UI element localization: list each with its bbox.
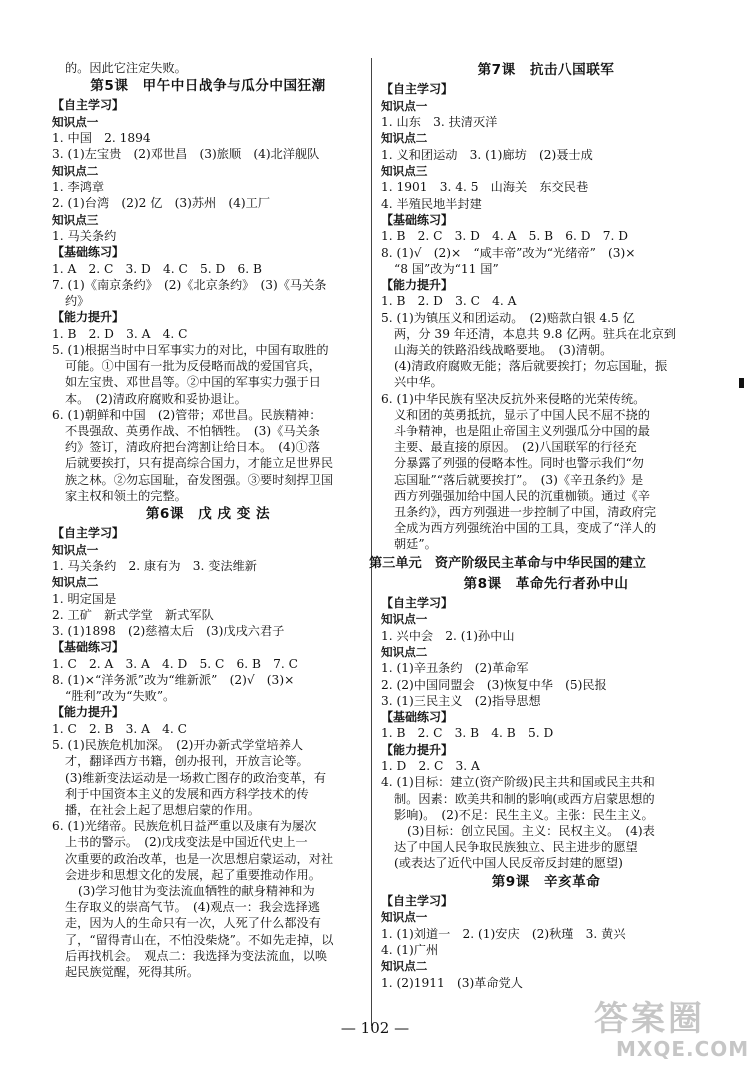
section-zizhu: 【自主学习】	[52, 526, 125, 541]
answer-line: 5. (1)民族危机加深。 (2)开办新式学堂培养人	[52, 738, 304, 753]
answer-line: 走，因为人的生命只有一次，人死了什么都没有	[65, 916, 321, 931]
answer-line: 8. (1)√ (2)× “咸丰帝”改为“光绪帝” (3)×	[381, 245, 636, 260]
answer-line: 播，在社会上起了思想启蒙的作用。	[65, 803, 260, 817]
answer-line: (3)学习他甘为变法流血牺牲的献身精神和为	[78, 884, 315, 899]
answer-line: 3. (1)1898 (2)慈禧太后 (3)戊戌六君子	[52, 624, 285, 639]
section-nengli: 【能力提升】	[52, 310, 125, 325]
answer-line: “胜利”改为“失败”。	[65, 689, 176, 704]
answer-line: 1. (1)辛丑条约 (2)革命军	[381, 661, 529, 676]
answer-line: 生存取义的崇高气节。 (4)观点一：我会选择逃	[65, 900, 320, 915]
knowledge-point-1: 知识点一	[52, 114, 99, 129]
answer-line: 1. 山东 3. 扶清灭洋	[381, 115, 498, 129]
intro-line: 的。因此它注定失败。	[65, 61, 187, 75]
answer-line: 1. 李鸿章	[52, 180, 105, 195]
answer-line: 如左宝贵、邓世昌等。②中国的军事实力强于日	[65, 375, 321, 390]
answer-line: 影响)。 (2)不足：民生主义。主张：民生主义。	[394, 807, 654, 822]
answer-line: 会进步和思想文化的发展，起了重要推动作用。	[65, 867, 321, 882]
answer-line: 2. (1)台湾 (2)2 亿 (3)苏州 (4)工厂	[52, 196, 271, 211]
knowledge-point-1: 知识点一	[381, 98, 428, 113]
answer-line: (3)目标：创立民国。主义：民权主义。 (4)表	[407, 824, 655, 838]
answer-line: 1. B 2. C 3. D 4. A 5. B 6. D 7. D	[381, 229, 628, 244]
answer-line: 后就要挨打，只有提高综合国力，才能立足世界民	[65, 456, 334, 471]
answer-line: 8. (1)×“洋务派”改为“维新派” (2)√ (3)×	[52, 673, 295, 688]
section-jichu: 【基础练习】	[52, 640, 125, 655]
answer-line: 7. (1)《南京条约》 (2)《北京条约》 (3)《马关条	[52, 277, 327, 292]
answer-line: (4)清政府腐败无能；落后就要挨打；勿忘国耻，振	[394, 359, 668, 374]
knowledge-point-3: 知识点三	[381, 163, 428, 178]
answer-line: 1. 马关条约 2. 康有为 3. 变法维新	[52, 559, 257, 574]
answer-line: 分暴露了列强的侵略本性。同时也警示我们“勿	[394, 456, 644, 471]
answer-line: 西方列强强加给中国人民的沉重枷锁。通过《辛	[394, 488, 650, 503]
section-zizhu: 【自主学习】	[381, 893, 454, 908]
answer-line: “8 国”改为“11 国”	[394, 261, 499, 276]
answer-line: 6. (1)光绪帝。民族危机日益严重以及康有为屡次	[52, 819, 317, 834]
lesson-8-title: 第8课 革命先行者孙中山	[463, 575, 629, 592]
watermark-text: 答案圈	[594, 999, 705, 1039]
answer-line: 1. (1)刘道一 2. (1)安庆 (2)秋瑾 3. 黄兴	[381, 926, 626, 941]
answer-line: 丑条约》，西方列强进一步控制了中国，清政府完	[394, 505, 657, 520]
answer-line: 1. 义和团运动 3. (1)廊坊 (2)聂士成	[381, 147, 593, 162]
knowledge-point-1: 知识点一	[52, 542, 99, 557]
column-divider	[371, 58, 372, 1026]
page-edge-mark	[739, 378, 744, 388]
knowledge-point-2: 知识点二	[52, 163, 99, 178]
answer-line: 1. B 2. C 3. B 4. B 5. D	[381, 726, 554, 741]
answer-line: 制。因素：欧美共和制的影响(或西方启蒙思想的	[394, 791, 655, 806]
unit-3-title: 第三单元 资产阶级民主革命与中华民国的建立	[369, 555, 646, 571]
answer-line: 2. (2)中国同盟会 (3)恢复中华 (5)民报	[381, 677, 607, 692]
watermark-url: MXQE.COM	[616, 1037, 750, 1061]
answer-line: (3)维新变法运动是一场救亡图存的政治变革，有	[65, 770, 327, 785]
answer-line: 1. B 2. D 3. A 4. C	[52, 326, 188, 341]
answer-line: 约》签订，清政府把台湾割让给日本。 (4)①落	[65, 440, 320, 455]
answer-line: 1. D 2. C 3. A	[381, 759, 480, 774]
answer-line: 上书的警示。 (2)戊戌变法是中国近代史上一	[65, 835, 308, 850]
lesson-9-title: 第9课 辛亥革命	[491, 873, 601, 890]
answer-line: 两，分 39 年还清，本息共 9.8 亿两。驻兵在北京到	[394, 326, 676, 341]
answer-line: 义和团的英勇抵抗，显示了中国人民不屈不挠的	[394, 407, 650, 422]
knowledge-point-3: 知识点三	[52, 212, 99, 227]
answer-line: 6. (1)朝鲜和中国 (2)管带；邓世昌。民族精神：	[52, 407, 322, 422]
answer-line: 1. 兴中会 2. (1)孙中山	[381, 628, 515, 643]
lesson-5-title: 第5课 甲午中日战争与瓜分中国狂潮	[90, 78, 326, 95]
answer-line: 全成为西方列强统治中国的工具，变成了“洋人的	[394, 521, 657, 536]
knowledge-point-2: 知识点二	[381, 131, 428, 146]
lesson-6-title: 第6课 戊 戌 变 法	[145, 506, 271, 523]
answer-line: 斗争精神，也是阻止帝国主义列强瓜分中国的最	[394, 424, 650, 439]
knowledge-point-1: 知识点一	[381, 910, 428, 925]
knowledge-point-2: 知识点二	[52, 575, 99, 590]
answer-line: 1. B 2. D 3. C 4. A	[381, 294, 517, 309]
answer-line: 主要、最直接的原因。 (2)八国联军的行径充	[394, 440, 637, 455]
answer-line: 本。 (2)清政府腐败和妥协退让。	[65, 391, 247, 406]
answer-line: 朝廷”。	[394, 537, 437, 552]
answer-line: 山海关的铁路沿线战略要地。 (3)清朝。	[394, 343, 613, 358]
answer-line: 1. C 2. B 3. A 4. C	[52, 721, 187, 736]
answer-line: 1. 马关条约	[52, 229, 117, 244]
section-jichu: 【基础练习】	[52, 245, 125, 260]
answer-line: 约》	[65, 294, 90, 309]
section-jichu: 【基础练习】	[381, 212, 454, 227]
answer-line: 了，“留得青山在，不怕没柴烧”。不如先走掉，以	[65, 932, 334, 947]
section-zizhu: 【自主学习】	[52, 98, 125, 113]
answer-line: 利于中国资本主义的发展和西方科学技术的传	[65, 786, 309, 801]
page-number: — 102 —	[340, 1019, 410, 1037]
answer-line: 2. 工矿 新式学堂 新式军队	[52, 607, 214, 622]
lesson-7-title: 第7课 抗击八国联军	[477, 62, 615, 78]
answer-line: 忘国耻”“落后就要挨打”。 (3)《辛丑条约》是	[394, 472, 644, 487]
answer-line: 家主权和领土的完整。	[65, 488, 187, 503]
answer-line: 1. 中国 2. 1894	[52, 131, 151, 146]
section-nengli: 【能力提升】	[381, 742, 454, 757]
answer-line: 族之林。②勿忘国耻，奋发图强。③要时刻捍卫国	[65, 472, 334, 487]
answer-line: 次重要的政治改革，也是一次思想启蒙运动，对社	[65, 851, 334, 866]
answer-line: 可能。①中国有一批为反侵略而战的爱国官兵，	[65, 359, 321, 374]
answer-line: 达了中国人民争取民族独立、民主进步的愿望	[394, 840, 638, 855]
answer-line: 1. C 2. A 3. A 4. D 5. C 6. B 7. C	[52, 656, 298, 671]
answer-line: 1. (2)1911 (3)革命党人	[381, 975, 523, 990]
answer-line: 4. 半殖民地半封建	[381, 196, 482, 211]
answer-line: 1. 1901 3. 4. 5 山海关 东交民巷	[381, 180, 589, 195]
answer-line: 4. (1)目标：建立(资产阶级)民主共和国或民主共和	[381, 775, 655, 790]
section-zizhu: 【自主学习】	[381, 82, 454, 96]
section-jichu: 【基础练习】	[381, 709, 454, 724]
answer-line: 1. 明定国是	[52, 591, 117, 606]
answer-line: 兴中华。	[394, 375, 443, 390]
section-nengli: 【能力提升】	[52, 705, 125, 720]
answer-line: 不畏强敌、英勇作战、不怕牺牲。 (3)《马关条	[65, 424, 320, 439]
answer-line: 6. (1)中华民族有坚决反抗外来侵略的光荣传统。	[381, 391, 646, 406]
answer-line: 后再找机会。 观点二：我选择为变法流血，以唤	[65, 948, 328, 963]
answer-line: 3. (1)左宝贵 (2)邓世昌 (3)旅顺 (4)北洋舰队	[52, 147, 320, 162]
knowledge-point-2: 知识点二	[381, 644, 428, 659]
answer-line: 1. A 2. C 3. D 4. C 5. D 6. B	[52, 261, 262, 276]
answer-line: 5. (1)为镇压义和团运动。 (2)赔款白银 4.5 亿	[381, 310, 635, 325]
answer-line: 3. (1)三民主义 (2)指导思想	[381, 693, 541, 708]
section-nengli: 【能力提升】	[381, 277, 454, 292]
watermark-logo	[594, 999, 750, 1061]
answer-line: 5. (1)根据当时中日军事实力的对比，中国有取胜的	[52, 343, 329, 358]
knowledge-point-1: 知识点一	[381, 612, 428, 627]
right-column	[369, 60, 711, 991]
answer-line: (或表达了近代中国人民反帝反封建的愿望)	[394, 856, 623, 871]
answer-line: 4. (1)广州	[381, 942, 439, 957]
answer-line: 才，翻译西方书籍，创办报刊，开放言论等。	[65, 754, 309, 769]
answer-line: 起民族觉醒，死得其所。	[65, 965, 200, 980]
section-zizhu: 【自主学习】	[381, 595, 454, 610]
knowledge-point-2: 知识点二	[381, 959, 428, 974]
left-column	[52, 60, 364, 980]
